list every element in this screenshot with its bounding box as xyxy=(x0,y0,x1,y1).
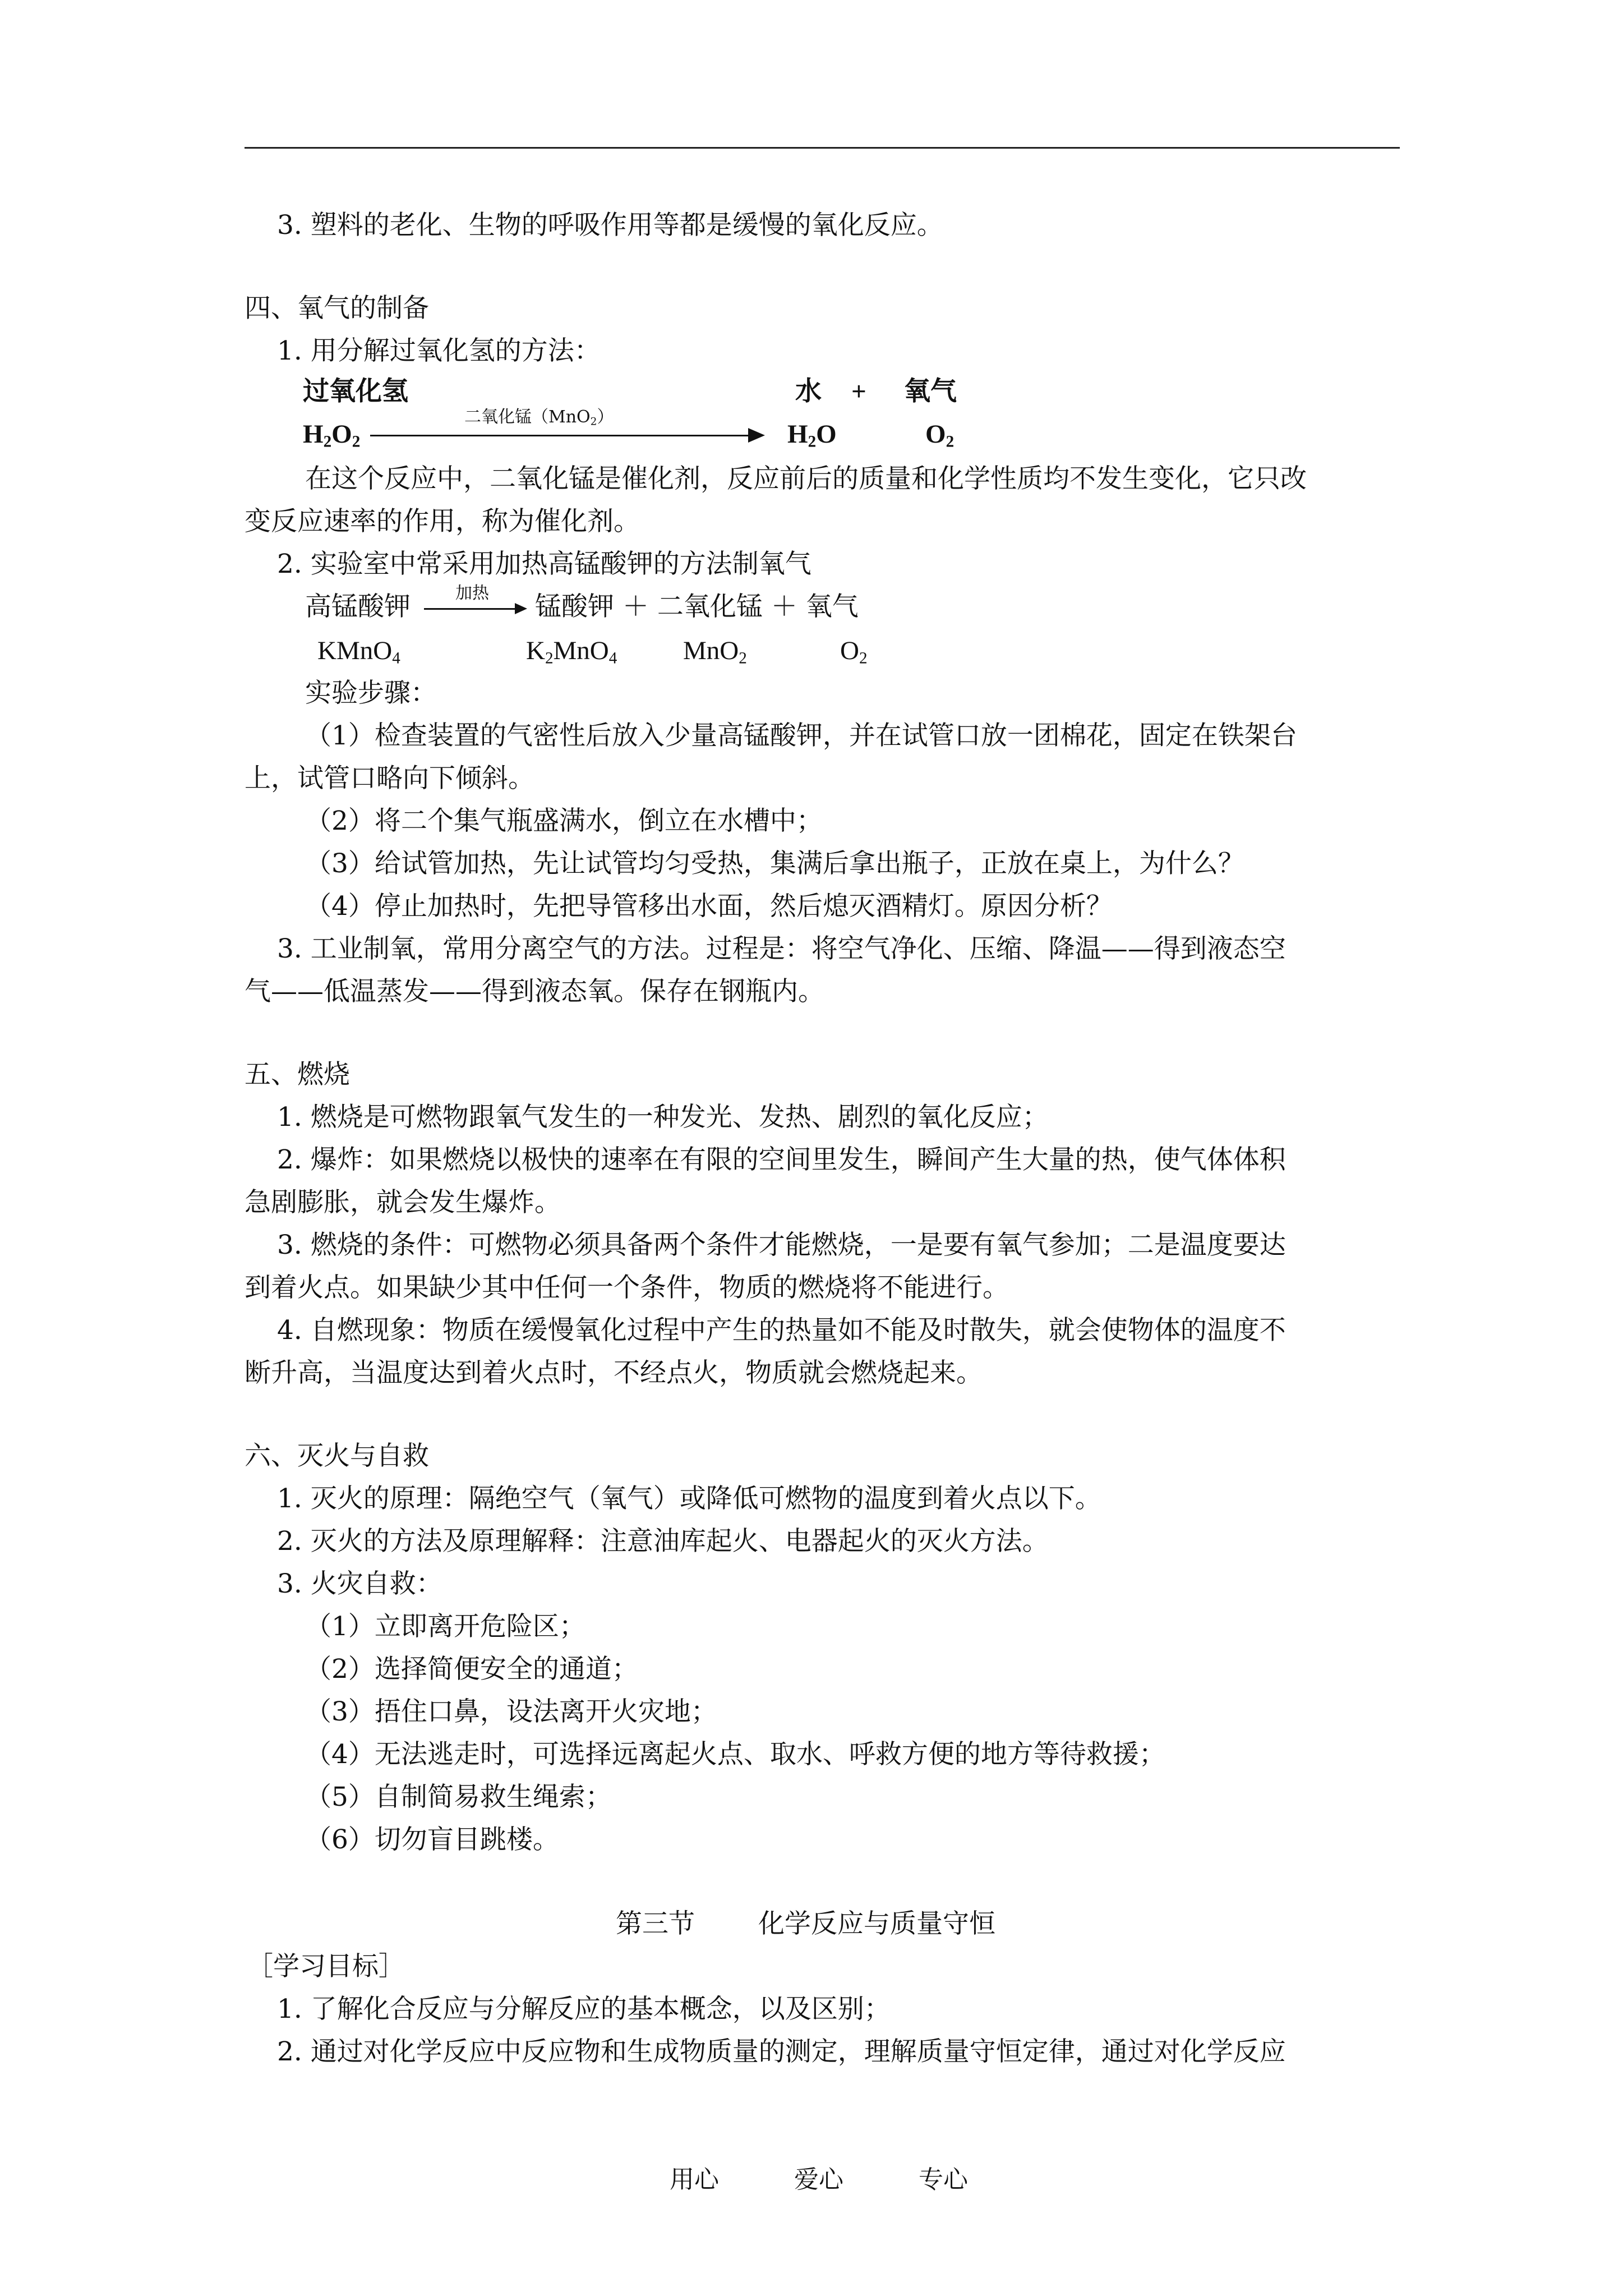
arrow-head-icon xyxy=(748,428,765,443)
eq1-product2-name: 氧气 xyxy=(904,377,957,406)
eq2-products: 锰酸钾 ＋ 二氧化锰 ＋ 氧气 xyxy=(535,591,859,622)
eq1-reactant-formula: $H_2O_2$ xyxy=(303,420,361,451)
paragraph-line: 气——低温蒸发——得到液态氧。保存在钢瓶内。 xyxy=(245,976,824,1007)
paragraph-line: 3. 火灾自救： xyxy=(277,1568,442,1599)
paragraph-line: （3）给试管加热，先让试管均匀受热，集满后拿出瓶子，正放在桌上，为什么？ xyxy=(305,848,1244,879)
paragraph-line: 2. 爆炸：如果燃烧以极快的速率在有限的空间里发生，瞬间产生大量的热，使气体体积 xyxy=(277,1144,1286,1175)
footer-text: 爱心 xyxy=(794,2165,843,2194)
paragraph-line: （2）将二个集气瓶盛满水，倒立在水槽中； xyxy=(305,806,823,836)
paragraph-line: 4. 自燃现象：物质在缓慢氧化过程中产生的热量如不能及时散失，就会使物体的温度不 xyxy=(277,1315,1286,1346)
eq1-condition: 二氧化锰（MnO$_2$） xyxy=(464,407,614,428)
eq2-reactant: 高锰酸钾 xyxy=(305,591,411,622)
footer-text: 专心 xyxy=(919,2165,968,2194)
paragraph-line: 3. 工业制氧，常用分离空气的方法。过程是：将空气净化、压缩、降温——得到液态空 xyxy=(277,933,1286,964)
paragraph-line: 变反应速率的作用，称为催化剂。 xyxy=(245,506,640,537)
paragraph-line: 3. 燃烧的条件：可燃物必须具备两个条件才能燃烧，一是要有氧气参加；二是温度要达 xyxy=(277,1230,1286,1260)
eq1-arrow xyxy=(370,435,751,436)
paragraph-line: 1. 用分解过氧化氢的方法： xyxy=(277,335,601,366)
list-item: （1）立即离开危险区； xyxy=(305,1611,585,1642)
list-item: （2）选择简便安全的通道； xyxy=(305,1654,638,1685)
paragraph-line: 急剧膨胀，就会发生爆炸。 xyxy=(245,1187,561,1218)
list-item: （3）捂住口鼻，设法离开火灾地； xyxy=(305,1696,717,1727)
eq1-product1-formula: $H_2O$ xyxy=(787,420,837,451)
paragraph-line: 1. 燃烧是可燃物跟氧气发生的一种发光、发热、剧烈的氧化反应； xyxy=(277,1102,1049,1133)
eq1-product1-name: 水 xyxy=(795,377,822,406)
arrow-head-icon xyxy=(515,603,527,614)
section-title-number: 第三节 xyxy=(616,1908,695,1939)
eq2-formula: MnO$_2$ xyxy=(683,636,747,668)
section-heading: 五、燃烧 xyxy=(245,1059,350,1090)
paragraph-line: （1）检查装置的气密性后放入少量高锰酸钾，并在试管口放一团棉花，固定在铁架台 xyxy=(305,720,1297,751)
section-heading: 四、氧气的制备 xyxy=(245,293,429,324)
eq2-formula: $K_2MnO_4$ xyxy=(526,636,617,668)
eq2-condition: 加热 xyxy=(455,583,489,603)
section-title: 化学反应与质量守恒 xyxy=(758,1908,995,1939)
section-heading: 六、灭火与自救 xyxy=(245,1441,429,1471)
paragraph-line: 1. 了解化合反应与分解反应的基本概念，以及区别； xyxy=(277,1994,891,2024)
paragraph-line: 断升高，当温度达到着火点时，不经点火，物质就会燃烧起来。 xyxy=(245,1358,983,1388)
paragraph-line: 2. 通过对化学反应中反应物和生成物质量的测定，理解质量守恒定律，通过对化学反应 xyxy=(277,2036,1286,2067)
paragraph-line: 3. 塑料的老化、生物的呼吸作用等都是缓慢的氧化反应。 xyxy=(277,210,943,241)
paragraph-line: 在这个反应中，二氧化锰是催化剂，反应前后的质量和化学性质均不发生变化，它只改 xyxy=(305,463,1307,494)
paragraph-line: 实验步骤： xyxy=(305,678,437,708)
eq1-plus: + xyxy=(851,377,866,406)
header-rule xyxy=(245,147,1400,149)
list-item: （5）自制简易救生绳索； xyxy=(305,1782,612,1812)
paragraph-line: 到着火点。如果缺少其中任何一个条件，物质的燃烧将不能进行。 xyxy=(245,1272,1009,1303)
paragraph-line: 上，试管口略向下倾斜。 xyxy=(245,763,534,794)
paragraph-line: 1. 灭火的原理：隔绝空气（氧气）或降低可燃物的温度到着火点以下。 xyxy=(277,1483,1101,1514)
eq2-formula: KMnO$_4$ xyxy=(317,636,400,668)
subheading: ［学习目标］ xyxy=(247,1951,405,1982)
eq1-reactant-name: 过氧化氢 xyxy=(303,377,408,406)
paragraph-line: （4）停止加热时，先把导管移出水面，然后熄灭酒精灯。原因分析？ xyxy=(305,891,1113,922)
list-item: （6）切勿盲目跳楼。 xyxy=(305,1824,559,1855)
list-item: （4）无法逃走时，可选择远离起火点、取水、呼救方便的地方等待救援； xyxy=(305,1739,1165,1770)
footer-text: 用心 xyxy=(670,2165,719,2194)
paragraph-line: 2. 实验室中常采用加热高锰酸钾的方法制氧气 xyxy=(277,549,811,579)
eq1-product2-formula: $O_2$ xyxy=(925,420,955,451)
paragraph-line: 2. 灭火的方法及原理解释：注意油库起火、电器起火的灭火方法。 xyxy=(277,1526,1049,1557)
eq2-arrow xyxy=(424,608,517,610)
eq2-formula: $O_2$ xyxy=(840,636,868,668)
